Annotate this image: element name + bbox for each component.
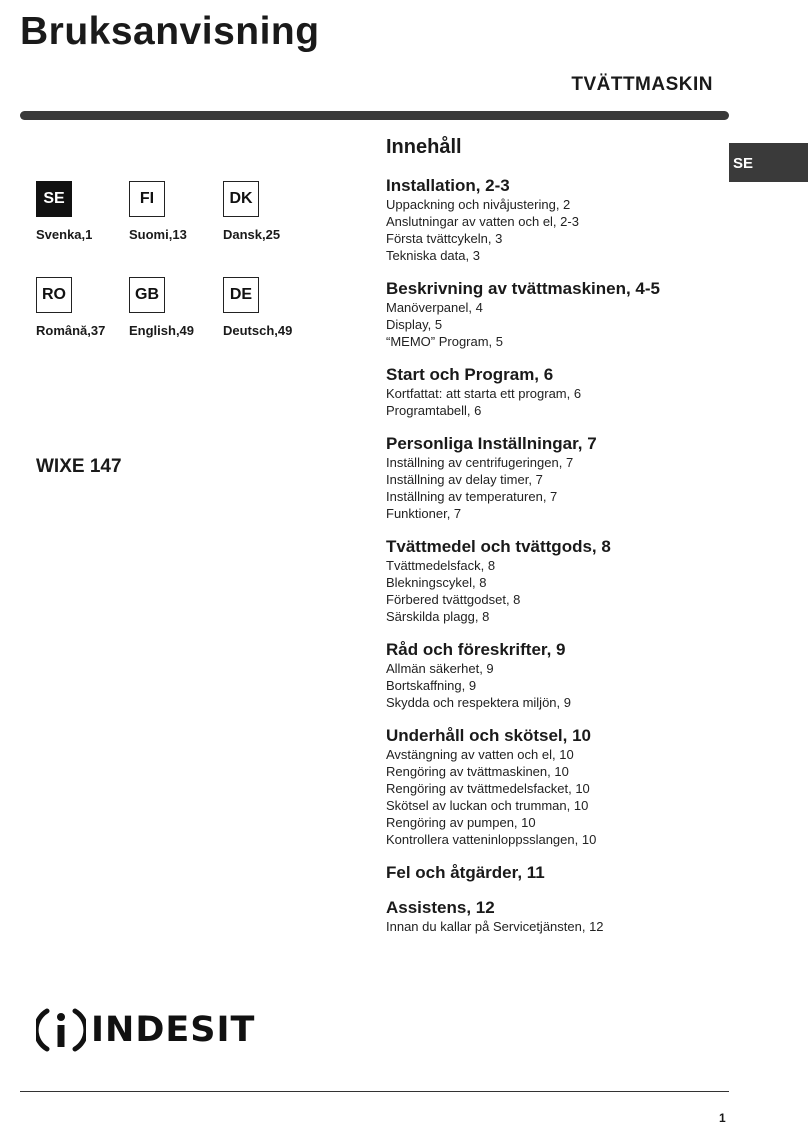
toc-entry[interactable]: Särskilda plagg, 8: [386, 609, 490, 624]
toc-entry[interactable]: Skötsel av luckan och trumman, 10: [386, 798, 589, 813]
toc-section-title[interactable]: Underhåll och skötsel, 10: [386, 726, 592, 745]
toc-entry[interactable]: Allmän säkerhet, 9: [386, 661, 494, 676]
indesit-logo-icon: [36, 1003, 86, 1057]
toc-entry[interactable]: Avstängning av vatten och el, 10: [386, 747, 574, 762]
toc-section: [386, 537, 716, 625]
language-page-ref: Română,37: [36, 323, 106, 338]
toc-sections: [386, 176, 716, 935]
toc-section-title[interactable]: Tvättmedel och tvättgods, 8: [386, 537, 611, 556]
toc-heading: Innehåll: [386, 136, 462, 158]
toc-entry[interactable]: Rengöring av pumpen, 10: [386, 815, 536, 830]
language-selector-dk[interactable]: [223, 181, 318, 242]
toc-entry[interactable]: Tvättmedelsfack, 8: [386, 558, 496, 573]
toc-section: [386, 434, 716, 522]
product-type: TVÄTTMASKIN: [571, 74, 713, 95]
toc-section: [386, 863, 716, 883]
toc-section: [386, 176, 716, 264]
language-selector-se[interactable]: [36, 181, 131, 242]
toc-entry[interactable]: Anslutningar av vatten och el, 2-3: [386, 214, 579, 229]
language-code-box: DK: [223, 181, 259, 217]
toc-entry[interactable]: “MEMO” Program, 5: [386, 334, 504, 349]
language-selector-ro[interactable]: [36, 277, 131, 338]
language-code-box: DE: [223, 277, 259, 313]
language-page-ref: Dansk,25: [223, 227, 281, 242]
toc-entry[interactable]: Inställning av temperaturen, 7: [386, 489, 558, 504]
toc-section: [386, 898, 716, 935]
brand-name: INDESIT: [91, 1010, 256, 1050]
language-code-box: GB: [129, 277, 165, 313]
toc-entry[interactable]: Display, 5: [386, 317, 443, 332]
language-selector-fi[interactable]: [129, 181, 224, 242]
toc-entry[interactable]: Funktioner, 7: [386, 506, 462, 521]
language-page-ref: Suomi,13: [129, 227, 187, 242]
language-code-box: SE: [36, 181, 72, 217]
language-page-ref: English,49: [129, 323, 195, 338]
toc-entry[interactable]: Manöverpanel, 4: [386, 300, 483, 315]
toc-section-title[interactable]: Beskrivning av tvättmaskinen, 4-5: [386, 279, 661, 298]
toc-entry[interactable]: Kortfattat: att starta ett program, 6: [386, 386, 582, 401]
toc-entry[interactable]: Första tvättcykeln, 3: [386, 231, 503, 246]
language-code-box: FI: [129, 181, 165, 217]
toc-section-title[interactable]: Fel och åtgärder, 11: [386, 863, 545, 882]
toc-entry[interactable]: Blekningscykel, 8: [386, 575, 487, 590]
toc-entry[interactable]: Tekniska data, 3: [386, 248, 480, 263]
toc-entry[interactable]: Kontrollera vatteninloppsslangen, 10: [386, 832, 597, 847]
language-page-ref: Svenka,1: [36, 227, 93, 242]
toc-entry[interactable]: Rengöring av tvättmaskinen, 10: [386, 764, 569, 779]
toc-section-title[interactable]: Installation, 2-3: [386, 176, 510, 195]
toc-section: [386, 279, 716, 350]
toc-entry[interactable]: Uppackning och nivåjustering, 2: [386, 197, 571, 212]
toc-section-title[interactable]: Råd och föreskrifter, 9: [386, 640, 566, 659]
toc-entry[interactable]: Inställning av centrifugeringen, 7: [386, 455, 574, 470]
language-page-ref: Deutsch,49: [223, 323, 293, 338]
toc-entry[interactable]: Inställning av delay timer, 7: [386, 472, 543, 487]
toc-section-title[interactable]: Assistens, 12: [386, 898, 495, 917]
language-tab-marker: SE: [729, 143, 808, 182]
toc-entry[interactable]: Bortskaffning, 9: [386, 678, 477, 693]
footer-divider: [20, 1091, 729, 1092]
toc-entry[interactable]: Skydda och respektera miljön, 9: [386, 695, 571, 710]
language-selector-gb[interactable]: [129, 277, 224, 338]
page-title: Bruksanvisning: [20, 10, 320, 53]
brand-logo: [36, 1003, 255, 1057]
header-divider: [20, 111, 729, 120]
toc-section: [386, 365, 716, 419]
toc-section-title[interactable]: Personliga Inställningar, 7: [386, 434, 597, 453]
toc-entry[interactable]: Förbered tvättgodset, 8: [386, 592, 521, 607]
toc-section: [386, 726, 716, 848]
page-number: 1: [719, 1111, 726, 1125]
model-number: WIXE 147: [36, 456, 122, 477]
toc-entry[interactable]: Innan du kallar på Servicetjänsten, 12: [386, 919, 604, 934]
language-code-box: RO: [36, 277, 72, 313]
language-selector-de[interactable]: [223, 277, 318, 338]
toc-entry[interactable]: Rengöring av tvättmedelsfacket, 10: [386, 781, 590, 796]
toc-entry[interactable]: Programtabell, 6: [386, 403, 482, 418]
table-of-contents: [386, 136, 716, 950]
toc-section-title[interactable]: Start och Program, 6: [386, 365, 554, 384]
toc-section: [386, 640, 716, 711]
